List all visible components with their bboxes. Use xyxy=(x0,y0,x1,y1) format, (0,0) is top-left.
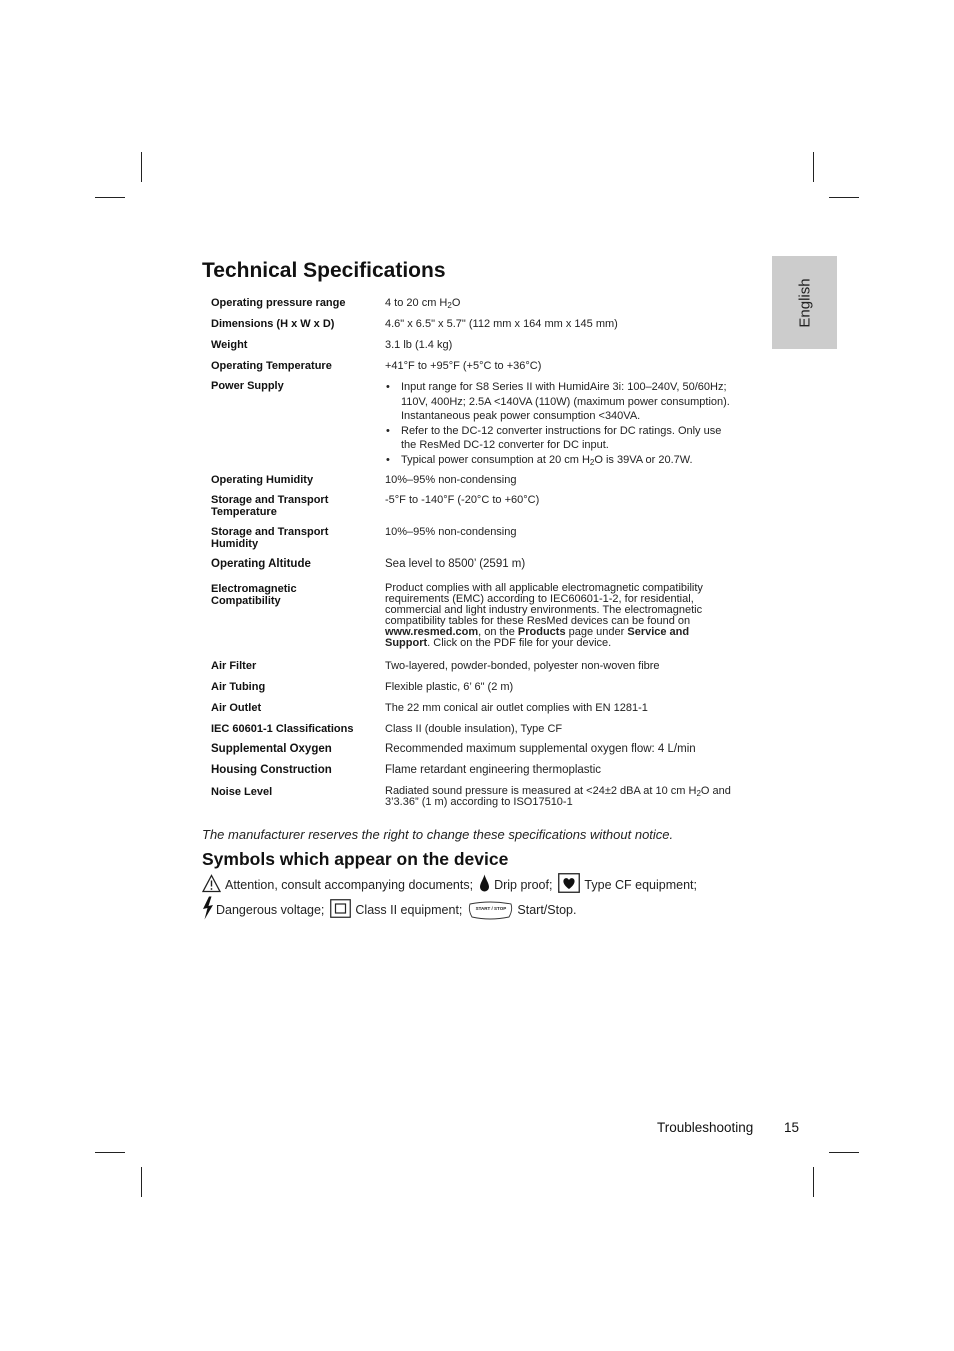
crop-mark xyxy=(813,1167,814,1197)
spec-value: Sea level to 8500’ (2591 m) xyxy=(385,558,526,570)
crop-mark xyxy=(141,152,142,182)
crop-mark xyxy=(95,1152,125,1153)
spec-label: Air Filter xyxy=(211,660,257,672)
page-number: 15 xyxy=(784,1120,800,1135)
attention-text: Attention, consult accompanying documents; xyxy=(225,877,474,892)
start-stop-icon: START / STOP xyxy=(468,900,513,920)
spec-value: Two-layered, powder-bonded, polyester non-woven fibre xyxy=(385,660,660,672)
bullet-item: • Typical power consumption at 20 cm $H_2O$ is 39VA or 20.7W. xyxy=(385,453,737,468)
spec-value: Product complies with all applicable electromagnetic compatibility requirements (EMC) according to IEC60601-1-2, for residential, commercial and light industry environments. The electromagnetic compatibility tables for these ResMed devices can be found on www.resmed.com, on the Products page under Service and Support. Click on the PDF file for your device. xyxy=(385,582,703,649)
spec-value: 4.6" x 6.5" x 5.7" (112 mm x 164 mm x 145 mm) xyxy=(385,318,618,330)
class2-text: Class II equipment; xyxy=(355,902,463,917)
spec-value: 4 to 20 cm $H_2O$ xyxy=(385,297,461,310)
spec-label: Dimensions (H x W x D) xyxy=(211,318,335,330)
spec-value: 10%–95% non-condensing xyxy=(385,526,517,538)
typecf-text: Type CF equipment; xyxy=(584,877,697,892)
spec-label: Supplemental Oxygen xyxy=(211,743,332,755)
spec-value: 3.1 lb (1.4 kg) xyxy=(385,339,453,351)
voltage-text: Dangerous voltage; xyxy=(216,902,325,917)
spec-label: Operating Temperature xyxy=(211,360,332,372)
spec-label: Storage and Transport Humidity xyxy=(211,526,329,550)
spec-label: Storage and Transport Temperature xyxy=(211,494,329,518)
crop-mark xyxy=(829,1152,859,1153)
page-title: Technical Specifications xyxy=(202,259,446,282)
attention-icon xyxy=(202,874,221,896)
spec-value: Flexible plastic, 6’ 6" (2 m) xyxy=(385,681,514,693)
bullet-item: • Input range for S8 Series II with HumidAire 3i: 100–240V, 50/60Hz; 110V, 400Hz; 2.5A <140VA (110W) (maximum power consumption). Instantaneous peak power consumption <340VA. xyxy=(385,380,737,424)
crop-mark xyxy=(829,197,859,198)
spec-label: Weight xyxy=(211,339,248,351)
spec-value: The 22 mm conical air outlet complies with EN 1281-1 xyxy=(385,702,648,714)
spec-label: Power Supply xyxy=(211,380,284,392)
drip-text: Drip proof; xyxy=(494,877,553,892)
spec-label: Air Tubing xyxy=(211,681,266,693)
spec-value: +41°F to +95°F (+5°C to +36°C) xyxy=(385,360,542,372)
lightning-icon xyxy=(202,896,214,923)
crop-mark xyxy=(813,152,814,182)
spec-value: Flame retardant engineering thermoplastic xyxy=(385,764,602,776)
footer-section: Troubleshooting xyxy=(657,1120,754,1135)
language-tab xyxy=(772,256,837,349)
symbols-heading: Symbols which appear on the device xyxy=(202,849,509,869)
spec-value: Class II (double insulation), Type CF xyxy=(385,723,563,735)
spec-value: -5°F to -140°F (-20°C to +60°C) xyxy=(385,494,540,506)
spec-label: Housing Construction xyxy=(211,764,332,776)
spec-label: Operating pressure range xyxy=(211,297,346,309)
symbols-line-2 xyxy=(202,896,576,923)
crop-mark xyxy=(141,1167,142,1197)
spec-label: IEC 60601-1 Classifications xyxy=(211,723,354,735)
spec-value: 10%–95% non-condensing xyxy=(385,474,517,486)
specifications-notice: The manufacturer reserves the right to change these specifications without notice. xyxy=(202,827,674,842)
spec-label: Air Outlet xyxy=(211,702,262,714)
start-stop-text: Start/Stop. xyxy=(517,902,577,917)
spec-label: Noise Level xyxy=(211,786,273,798)
spec-label: Operating Humidity xyxy=(211,474,314,486)
spec-label: Operating Altitude xyxy=(211,558,311,570)
spec-value: Recommended maximum supplemental oxygen flow: 4 L/min xyxy=(385,743,696,755)
drip-icon xyxy=(479,874,490,896)
symbols-line-1 xyxy=(202,873,697,896)
spec-value xyxy=(385,380,737,467)
crop-mark xyxy=(95,197,125,198)
heart-icon xyxy=(558,873,580,896)
class-ii-icon xyxy=(330,899,351,921)
bullet-item: • Refer to the DC-12 converter instructions for DC ratings. Only use the ResMed DC-12 converter for DC input. xyxy=(385,424,737,453)
spec-value: Radiated sound pressure is measured at <24±2 dBA at 10 cm $H_2O$ and 3’3.36” (1 m) according to ISO17510-1 xyxy=(385,785,731,808)
language-tab-label: English xyxy=(796,277,813,328)
spec-label: Electromagnetic Compatibility xyxy=(211,583,297,607)
